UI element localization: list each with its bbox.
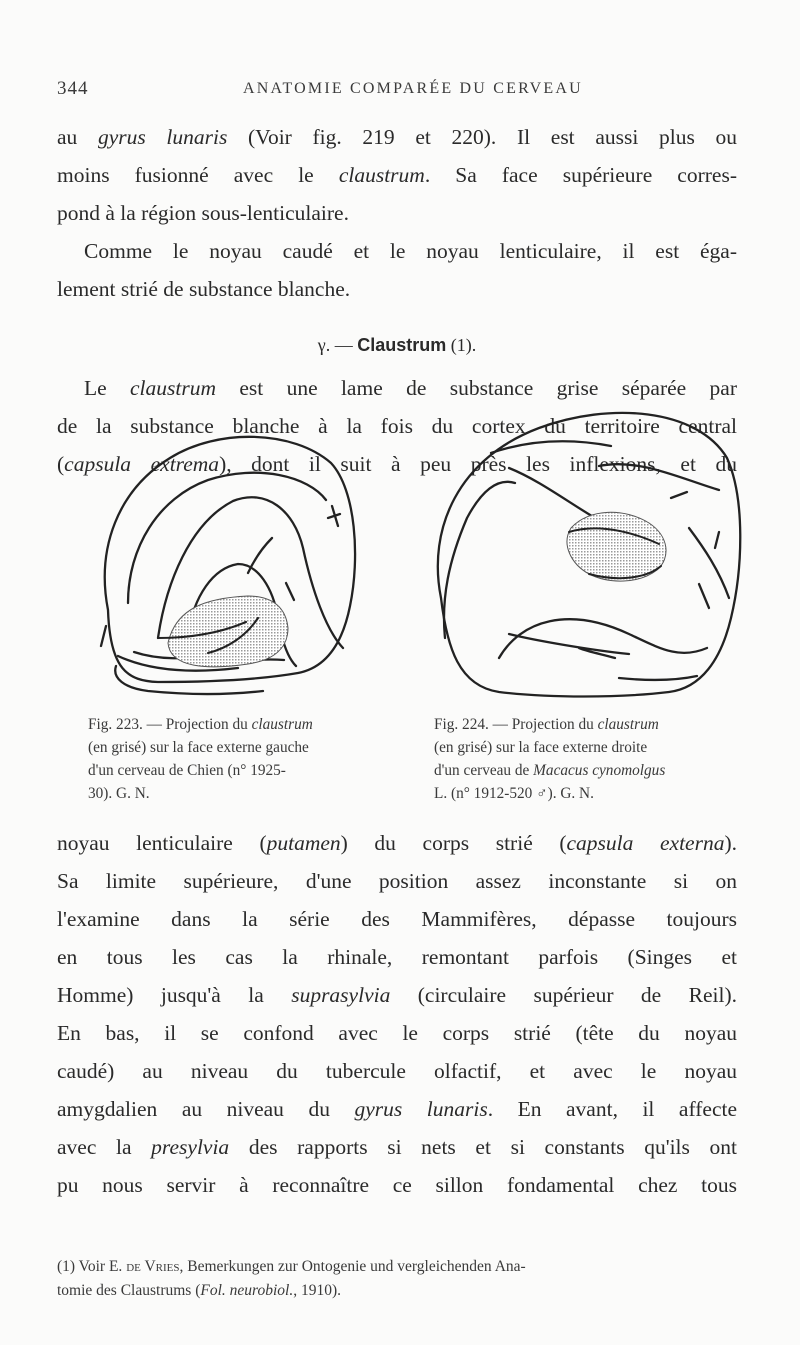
text-line: Homme) jusqu'à la suprasylvia (circulaire supérieur de Reil). xyxy=(57,983,737,1007)
text-line: Comme le noyau caudé et le noyau lenticulaire, il est éga- xyxy=(84,239,737,263)
paragraph-3 xyxy=(57,824,737,1204)
text-line: au gyrus lunaris (Voir fig. 219 et 220). Il est aussi plus ou xyxy=(57,125,738,149)
caption-line: 30). G. N. xyxy=(88,785,150,802)
text-line: amygdalien au niveau du gyrus lunaris. En avant, il affecte xyxy=(57,1097,738,1121)
text-line: (capsula extrema), dont il suit à peu près les inflexions, et du xyxy=(57,452,737,476)
page-number: 344 xyxy=(57,78,89,99)
text-line: de la substance blanche à la fois du cortex du territoire central xyxy=(57,414,737,438)
figure-223 xyxy=(88,398,361,703)
figure-224-caption xyxy=(434,713,740,805)
caption-line: (en grisé) sur la face externe droite xyxy=(434,739,648,756)
text-line: moins fusionné avec le claustrum. Sa face supérieure corres- xyxy=(57,163,737,187)
text-line: avec la presylvia des rapports si nets et si constants qu'ils ont xyxy=(57,1135,737,1159)
text-line: En bas, il se confond avec le corps strié (tête du noyau xyxy=(57,1021,737,1045)
page-header xyxy=(57,78,735,108)
footnote xyxy=(57,1255,737,1303)
running-title: ANATOMIE COMPARÉE DU CERVEAU xyxy=(243,80,583,97)
paragraph-1 xyxy=(57,118,737,308)
footnote-ref: (1). xyxy=(450,335,477,355)
dog-brain-illustration xyxy=(88,398,361,703)
text-line: Sa limite supérieure, d'une position assez inconstante si on xyxy=(57,869,737,893)
footnote-line: (1) Voir E. de Vries, Bemerkungen zur Ontogenie und vergleichenden Ana- xyxy=(57,1258,526,1275)
text-line: en tous les cas la rhinale, remontant parfois (Singes et xyxy=(57,945,737,969)
figure-224 xyxy=(419,398,745,703)
caption-line: Fig. 223. — Projection du claustrum xyxy=(88,716,313,733)
text-line: noyau lenticulaire (putamen) du corps strié (capsula externa). xyxy=(57,831,738,855)
caption-line: d'un cerveau de Macacus cynomolgus xyxy=(434,762,666,779)
macaque-brain-illustration xyxy=(419,398,745,703)
footnote-line: tomie des Claustrums (Fol. neurobiol., 1910). xyxy=(57,1282,342,1299)
text-line: lement strié de substance blanche. xyxy=(57,277,351,301)
section-marker: γ. — xyxy=(317,335,353,355)
text-line: l'examine dans la série des Mammifères, dépasse toujours xyxy=(57,907,737,931)
section-title: Claustrum xyxy=(357,335,447,355)
figure-223-caption xyxy=(88,713,374,805)
caption-line: d'un cerveau de Chien (n° 1925- xyxy=(88,762,286,779)
text-line: caudé) au niveau du tubercule olfactif, et avec le noyau xyxy=(57,1059,737,1083)
text-line: pond à la région sous-lenticulaire. xyxy=(57,201,349,225)
caption-line: L. (n° 1912-520 ♂). G. N. xyxy=(434,785,594,802)
text-line: Le claustrum est une lame de substance grise séparée par xyxy=(84,376,737,400)
caption-line: (en grisé) sur la face externe gauche xyxy=(88,739,309,756)
section-heading xyxy=(57,335,737,356)
caption-line: Fig. 224. — Projection du claustrum xyxy=(434,716,659,733)
text-line: pu nous servir à reconnaître ce sillon fondamental chez tous xyxy=(57,1173,737,1197)
